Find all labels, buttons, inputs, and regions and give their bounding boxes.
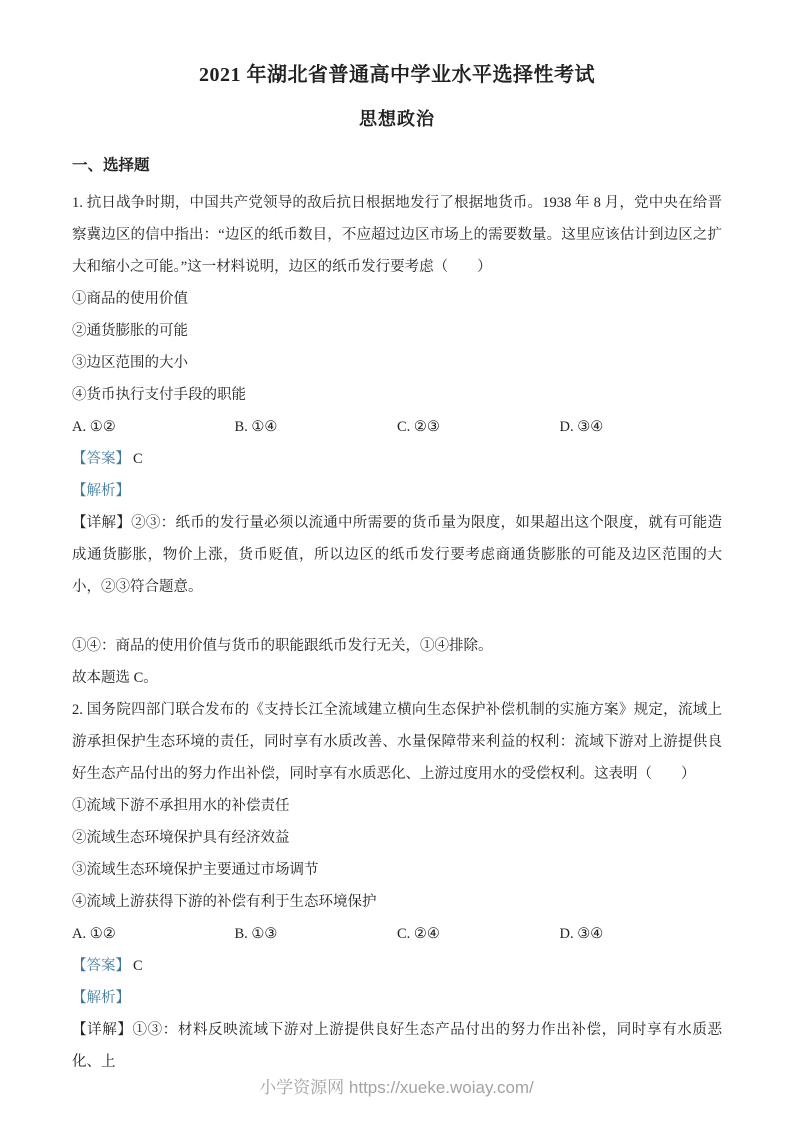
page-title: 2021 年湖北省普通高中学业水平选择性考试: [199, 64, 595, 86]
question-1-choice-b: B. ①④: [234, 419, 278, 435]
question-1-answer-value: C: [133, 451, 143, 467]
question-1-detail-2: ①④：商品的使用价值与货币的职能跟纸币发行无关，①④排除。: [72, 638, 493, 654]
question-1-choice-a: A. ①②: [72, 419, 116, 435]
question-1-option-4: ④货币执行支付手段的职能: [72, 387, 246, 403]
question-2-answer-line: [72, 950, 722, 982]
question-1-option-3: ③边区范围的大小: [72, 355, 188, 371]
answer-label: 【答案】: [72, 958, 130, 974]
question-2-block: [72, 694, 722, 1078]
question-2-choice-a: A. ①②: [72, 926, 116, 942]
question-2-option-4: ④流域上游获得下游的补偿有利于生态环境保护: [72, 894, 377, 910]
question-2-option-3: ③流域生态环境保护主要通过市场调节: [72, 862, 319, 878]
footer-text: 小学资源网 https://xueke.woiay.com/: [259, 1078, 534, 1097]
question-2-option-2: ②流域生态环境保护具有经济效益: [72, 830, 290, 846]
question-1-answer-line: [72, 443, 722, 475]
question-2-choice-b: B. ①③: [234, 926, 278, 942]
question-1-detail-3: 故本题选 C。: [72, 670, 158, 686]
question-1-analysis-label: 【解析】: [72, 483, 130, 499]
question-2-option-1: ①流域下游不承担用水的补偿责任: [72, 798, 290, 814]
question-1-choice-row: [72, 411, 722, 443]
question-2-analysis-label: 【解析】: [72, 990, 130, 1006]
question-1-option-2: ②通货膨胀的可能: [72, 323, 188, 339]
question-1-option-1: ①商品的使用价值: [72, 291, 188, 307]
question-1-detail-1: 【详解】②③：纸币的发行量必须以流通中所需要的货币量为限度，如果超出这个限度，就有可能造成通货膨胀，物价上涨，货币贬值，所以边区的纸币发行要考虑商通货膨胀的可能及边区范围的大小，②③符合题意。: [72, 515, 722, 595]
question-1-choice-d: D. ③④: [559, 419, 604, 435]
question-1-block: [72, 187, 722, 694]
question-1-choice-c: C. ②③: [397, 419, 440, 435]
question-2-detail-1: 【详解】①③：材料反映流域下游对上游提供良好生态产品付出的努力作出补偿，同时享有水质恶化、上: [72, 1022, 722, 1070]
section-heading: 一、选择题: [72, 157, 150, 174]
question-2-choice-d: D. ③④: [559, 926, 604, 942]
question-2-choice-row: [72, 918, 722, 950]
answer-label: 【答案】: [72, 451, 130, 467]
page-subtitle: 思想政治: [359, 109, 435, 129]
question-2-answer-value: C: [133, 958, 143, 974]
question-1-stem: 1. 抗日战争时期，中国共产党领导的敌后抗日根据地发行了根据地货币。1938 年 8 月，党中央在给晋察冀边区的信中指出：“边区的纸币数目，不应超过边区市场上的需要数量。这里应该估计到边区之扩大和缩小之可能。”这一材料说明，边区的纸币发行要考虑（ ）: [72, 195, 722, 275]
question-2-stem: 2. 国务院四部门联合发布的《支持长江全流域建立横向生态保护补偿机制的实施方案》规定，流域上游承担保护生态环境的责任，同时享有水质改善、水量保障带来利益的权利：流域下游对上游提供良好生态产品付出的努力作出补偿，同时享有水质恶化、上游过度用水的受偿权利。这表明（ ）: [72, 702, 722, 782]
question-2-choice-c: C. ②④: [397, 926, 440, 942]
